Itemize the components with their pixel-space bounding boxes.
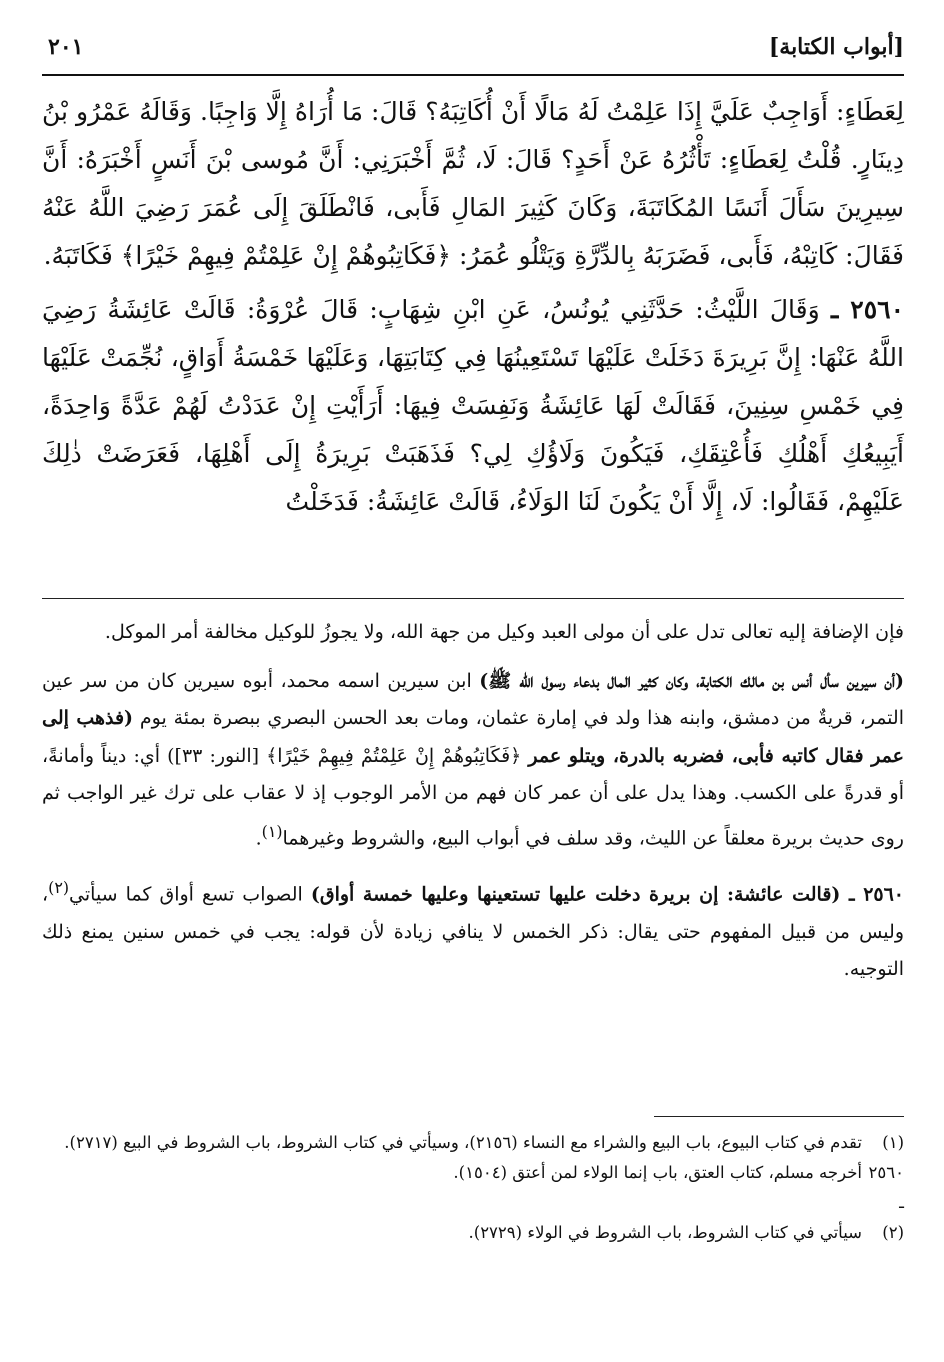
commentary-text: الصواب تسع أواق كما سيأتي	[69, 883, 311, 906]
hadith-number: ٢٥٦٠ ـ	[830, 295, 905, 324]
footnote	[42, 1128, 904, 1158]
footnote-text: سيأتي في كتاب الشروط، باب الشروط في الولاء (٢٧٢٩).	[468, 1223, 862, 1242]
hadith-text	[42, 88, 904, 526]
commentary-text: ابن سيرين اسمه محمد، أبوه سيرين كان من سر عين التمر، قريةٌ من دمشق، وابنه هذا ولد في إمارة عثمان، ومات بعد الحسن البصري ببصرة بمئة يوم	[42, 669, 904, 730]
quran-verse: ﴿فَكَاتِبُوهُمْ إِنْ عَلِمْتُمْ فِيهِمْ خَيْرًا﴾	[259, 744, 529, 767]
commentary-paragraph	[42, 869, 904, 989]
footnote-divider	[654, 1116, 904, 1117]
footnote-ref[interactable]: (٢)	[48, 877, 70, 897]
footnote-mark: (٢)	[882, 1223, 904, 1242]
commentary-text: [النور: ٣٣]) أي: ديناً وأمانةً، أو قدرةً على الكسب. وهذا يدل على أن عمر كان فهم من الأمر الوجوب إذ لا عقاب على ترك غير الواجب ثم روى حديث بريرة معلقاً عن الليث، وقد سلف في أبواب البيع، والشروط وغيرهما	[42, 744, 904, 850]
hadith-number: ٢٥٦٠ ـ	[849, 883, 905, 906]
commentary-quote: (أن سيرين سأل أنس بن مالك الكتابة، وكان كثير المال بدعاء رسول الله ﷺ)	[479, 669, 905, 692]
page-header	[42, 30, 904, 76]
hadith-paragraph	[42, 286, 904, 526]
book-page	[42, 30, 904, 1340]
hadith-paragraph: لِعَطَاءٍ: أَوَاجِبٌ عَلَيَّ إِذَا عَلِمْتُ لَهُ مَالًا أَنْ أُكَاتِبَهُ؟ قَالَ: مَا أُرَاهُ إِلَّا وَاجِبًا. وَقَالَهُ عَمْرُو بْنُ دِينَارٍ. قُلْتُ لِعَطَاءٍ: تَأْثُرُهُ عَنْ أَحَدٍ؟ قَالَ: لَا، ثُمَّ أَخْبَرَنِي: أَنَّ مُوسى بْنَ أَنَسٍ أَخْبَرَهُ: أَنَّ سِيرِينَ سَأَلَ أَنَسًا المُكَاتَبَةَ، وَكَانَ كَثِيرَ المَالِ فَأَبى، فَانْطَلَقَ إِلَى عُمَرَ رَضِيَ اللَّهُ عَنْهُ فَقَالَ: كَاتِبْهُ، فَأَبى، فَضَرَبَهُ بِالدِّرَّةِ وَيَتْلُو عُمَرُ: ﴿فَكَاتِبُوهُمْ إِنْ عَلِمْتُمْ فِيهِمْ خَيْرًا﴾ فَكَاتَبَهُ.	[42, 97, 904, 270]
footnote-mark: (١)	[882, 1133, 904, 1152]
footnote-ref[interactable]: (١)	[261, 821, 283, 841]
commentary-text: .	[255, 827, 262, 850]
footnote-mark: ٢٥٦٠ ـ	[868, 1163, 904, 1212]
commentary-text: ، وليس من قبيل المفهوم حتى يقال: ذكر الخمس لا ينافي زيادة لأن قوله: يجب في خمس سنين يمنع ذلك التوجيه.	[42, 883, 904, 981]
hadith-body: وَقَالَ اللَّيْثُ: حَدَّثَنِي يُونُسُ، عَنِ ابْنِ شِهَابٍ: قَالَ عُرْوَةُ: قَالَتْ عَائِشَةُ رَضِيَ اللَّهُ عَنْهَا: إِنَّ بَرِيرَةَ دَخَلَتْ عَلَيْهَا تَسْتَعِينُهَا فِي كِتَابَتِهَا، وَعَلَيْهَا خَمْسَةُ أَوَاقٍ، نُجِّمَتْ عَلَيْهَا فِي خَمْسِ سِنِينَ، فَقَالَتْ لَهَا عَائِشَةُ وَنَفِسَتْ فِيهَا: أَرَأَيْتِ إِنْ عَدَدْتُ لَهُمْ عَدَّةً وَاحِدَةً، أَيَبِيعُكِ أَهْلُكِ فَأُعْتِقَكِ، فَيَكُونَ وَلَاؤُكِ لِي؟ فَذَهَبَتْ بَرِيرَةُ إِلَى أَهْلِهَا، فَعَرَضَتْ ذٰلِكَ عَلَيْهِمْ، فَقَالُوا: لَا، إِلَّا أَنْ يَكُونَ لَنَا الوَلَاءُ، قَالَتْ عَائِشَةُ: فَدَخَلْتُ	[42, 295, 904, 516]
footnote-text: أخرجه مسلم، كتاب العتق، باب إنما الولاء لمن أعتق (١٥٠٤).	[453, 1163, 862, 1182]
section-divider	[42, 598, 904, 599]
page-number: ٢٠١	[48, 34, 84, 60]
footnote	[42, 1158, 904, 1218]
commentary-paragraph	[42, 663, 904, 858]
footnotes	[42, 1128, 904, 1248]
chapter-title: [أبواب الكتابة]	[768, 34, 904, 60]
commentary	[42, 614, 904, 989]
commentary-paragraph: فإن الإضافة إليه تعالى تدل على أن مولى العبد وكيل من جهة الله، ولا يجوزُ للوكيل مخالفة أمر الموكل.	[104, 621, 904, 643]
footnote-text: تقدم في كتاب البيوع، باب البيع والشراء مع النساء (٢١٥٦)، وسيأتي في كتاب الشروط، باب الشروط في البيع (٢٧١٧).	[64, 1133, 862, 1152]
commentary-quote: (قالت عائشة: إن بريرة دخلت عليها تستعينها وعليها خمسة أواق)	[310, 883, 850, 906]
footnote	[42, 1218, 904, 1248]
commentary-quote: (فذهب إلى عمر فقال كاتبه فأبى، فضربه بالدرة، ويتلو عمر	[42, 707, 904, 767]
